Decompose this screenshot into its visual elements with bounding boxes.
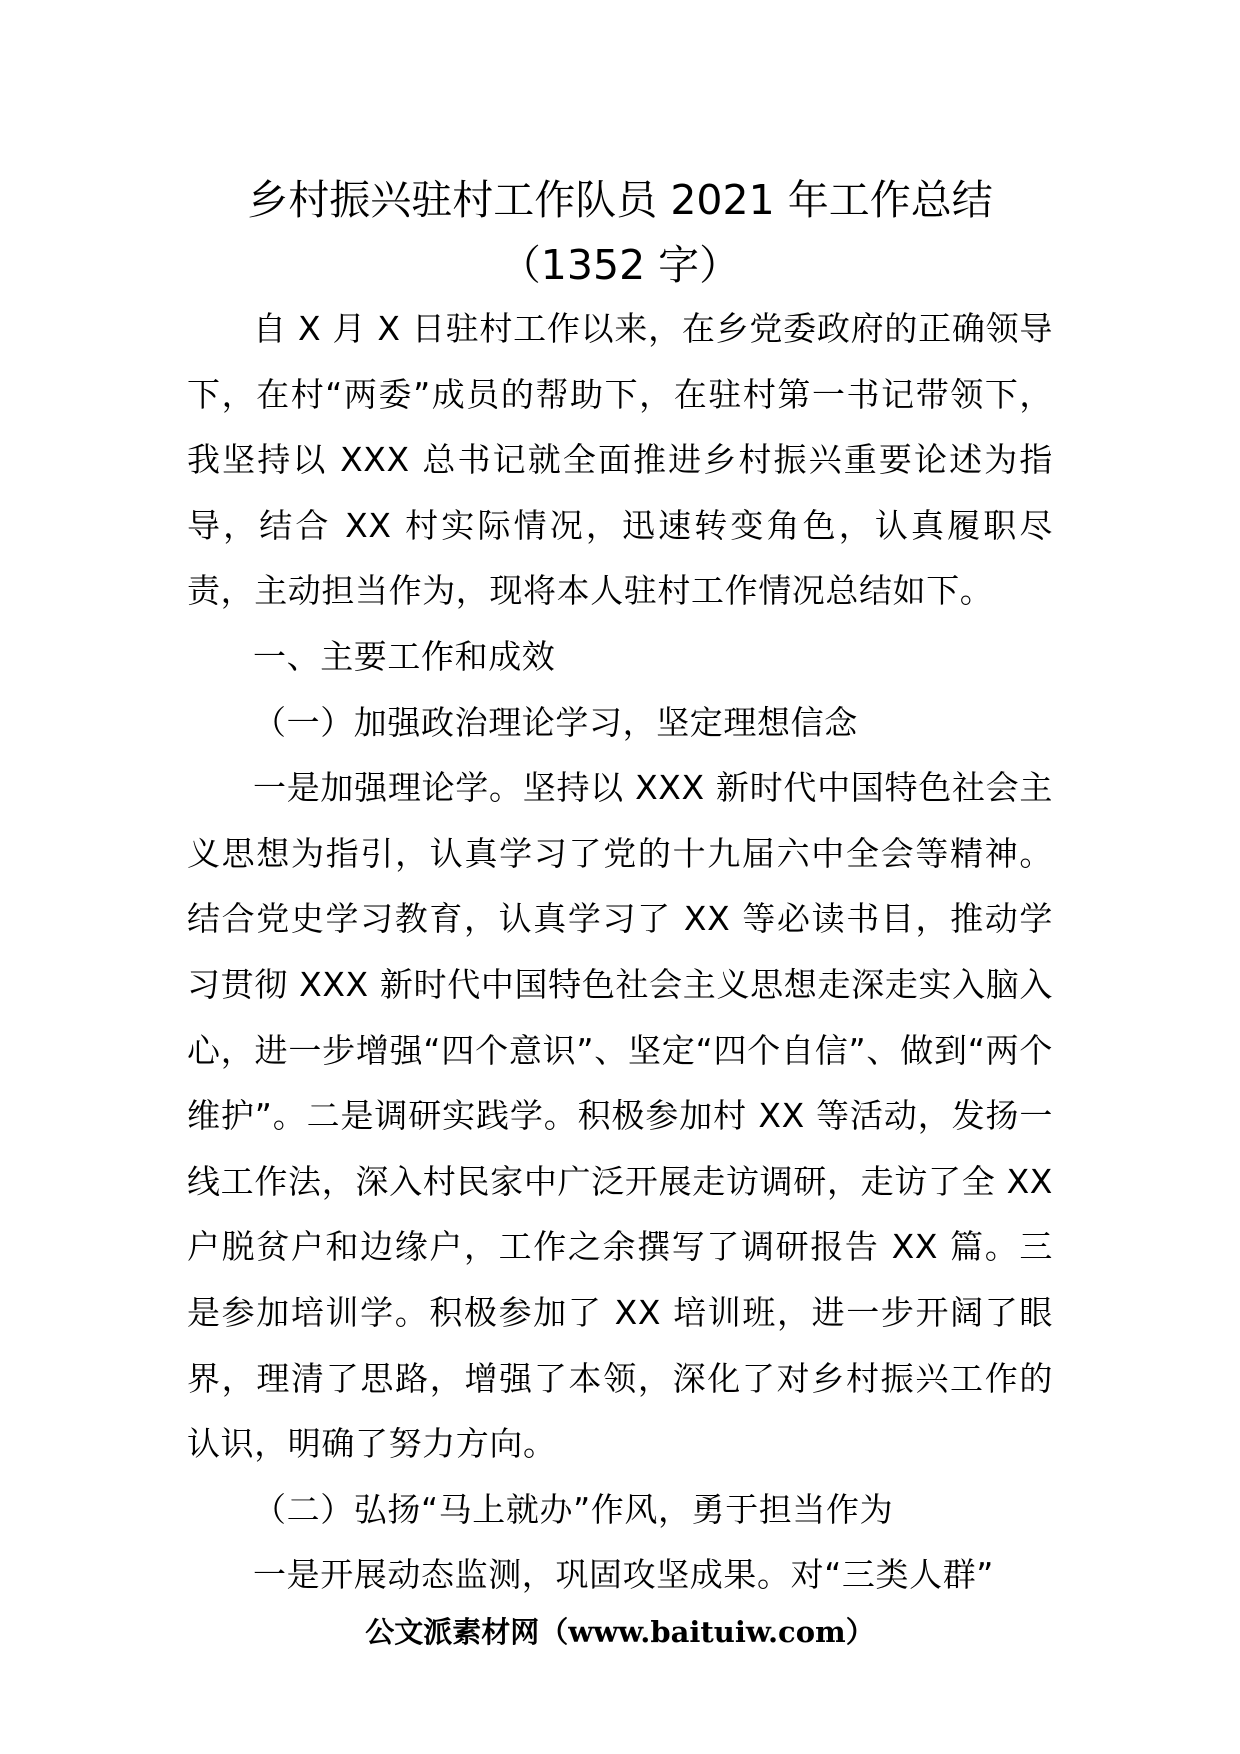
body-paragraph: 一是开展动态监测，巩固攻坚成果。对“三类人群”: [253, 1555, 994, 1595]
subsection-heading: （二）弘扬“马上就办”作风，勇于担当作为: [253, 1489, 894, 1529]
footer-watermark: 公文派素材网（www.baituiw.com）: [365, 1615, 875, 1649]
body-paragraph: 一是加强理论学。坚持以 XXX 新时代中国特色社会主义思想为指引，认真学习了党的十九届六中全会等精神。结合党史学习教育，认真学习了 XX 等必读书目，推动学习贯彻 XXX 新时代中国特色社会主义思想走深走实入脑入心，进一步增强“四个意识”、坚定“四个自信”、做到“两个维护”。二是调研实践学。积极参加村 XX 等活动，发扬一线工作法，深入村民家中广泛开展走访调研，走访了全 XX 户脱贫户和边缘户，工作之余撰写了调研报告 XX 篇。三是参加培训学。积极参加了 XX 培训班，进一步开阔了眼界，理清了思路，增强了本领，深化了对乡村振兴工作的认识，明确了努力方向。: [187, 768, 1053, 1464]
document-body: [187, 296, 1053, 1608]
document-subtitle: （1352 字）: [499, 241, 741, 289]
document-title: 乡村振兴驻村工作队员 2021 年工作总结: [247, 176, 993, 224]
section-heading: 一、主要工作和成效: [253, 636, 556, 676]
subsection-heading: （一）加强政治理论学习，坚定理想信念: [253, 702, 858, 742]
intro-paragraph: 自 X 月 X 日驻村工作以来，在乡党委政府的正确领导下，在村“两委”成员的帮助下，在驻村第一书记带领下，我坚持以 XXX 总书记就全面推进乡村振兴重要论述为指导，结合 XX 村实际情况，迅速转变角色，认真履职尽责，主动担当作为，现将本人驻村工作情况总结如下。: [187, 309, 1053, 611]
